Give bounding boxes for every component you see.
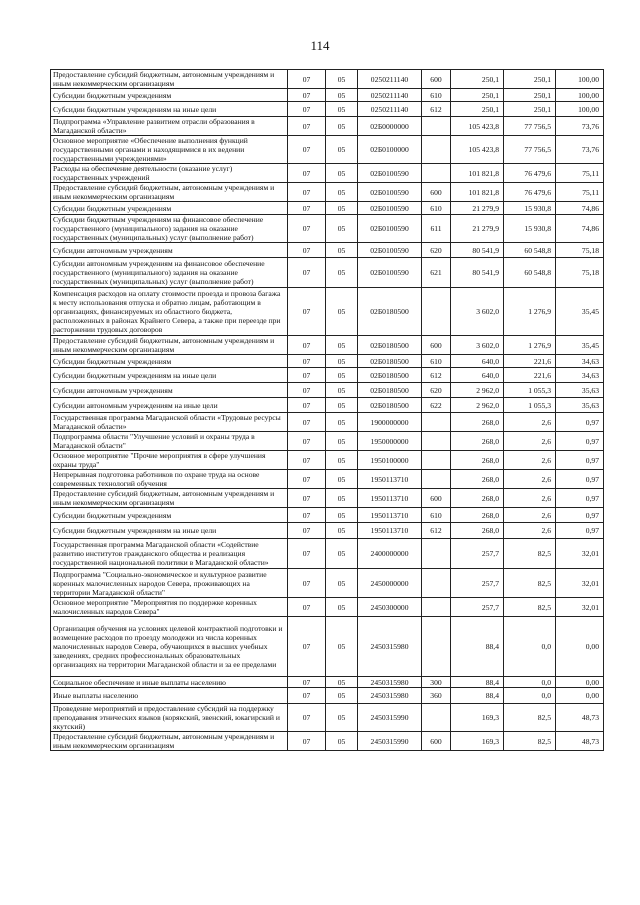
cell-name: Основное мероприятие «Обеспечение выполнения функций государственными органами и находящимися в их ведении государственными учреждениями» <box>51 136 288 164</box>
cell-expense-type: 611 <box>422 215 451 243</box>
cell-expense-type: 600 <box>422 70 451 89</box>
cell-target-article: 1950113710 <box>358 489 422 508</box>
cell-execution: 15 930,8 <box>504 202 556 215</box>
cell-name: Субсидии бюджетным учреждениям на иные цели <box>51 523 288 539</box>
cell-expense-type <box>422 617 451 677</box>
cell-execution: 221,6 <box>504 355 556 368</box>
cell-execution: 15 930,8 <box>504 215 556 243</box>
cell-expense-type: 621 <box>422 258 451 288</box>
cell-expense-type: 600 <box>422 732 451 751</box>
cell-plan: 105 423,8 <box>451 136 504 164</box>
cell-section: 07 <box>288 598 326 617</box>
cell-plan: 88,4 <box>451 688 504 704</box>
cell-plan: 169,3 <box>451 704 504 732</box>
cell-expense-type: 612 <box>422 523 451 539</box>
cell-expense-type <box>422 451 451 470</box>
cell-section: 07 <box>288 569 326 598</box>
cell-plan: 268,0 <box>451 508 504 523</box>
cell-subsection: 05 <box>326 136 358 164</box>
cell-expense-type: 610 <box>422 89 451 102</box>
cell-name: Субсидии бюджетным учреждениям на финансовое обеспечение государственного (муниципального) задания на оказание государственных (муниципальных) услуг (выполнение работ) <box>51 215 288 243</box>
cell-target-article: 02Б0180500 <box>358 398 422 413</box>
table-row <box>51 451 604 470</box>
cell-percent: 100,00 <box>556 89 604 102</box>
cell-target-article: 1950100000 <box>358 451 422 470</box>
cell-target-article: 02Б0100590 <box>358 215 422 243</box>
cell-subsection: 05 <box>326 164 358 183</box>
cell-expense-type <box>422 569 451 598</box>
cell-plan: 88,4 <box>451 617 504 677</box>
cell-subsection: 05 <box>326 470 358 489</box>
cell-expense-type: 360 <box>422 688 451 704</box>
cell-execution: 82,5 <box>504 732 556 751</box>
cell-expense-type: 600 <box>422 489 451 508</box>
cell-execution: 1 276,9 <box>504 336 556 355</box>
cell-subsection: 05 <box>326 183 358 202</box>
cell-subsection: 05 <box>326 413 358 432</box>
cell-subsection: 05 <box>326 569 358 598</box>
cell-name: Иные выплаты населению <box>51 688 288 704</box>
cell-name: Субсидии автономным учреждениям на финансовое обеспечение государственного (муниципального) задания на оказание государственных (муниципальных) услуг (выполнение работ) <box>51 258 288 288</box>
cell-percent: 73,76 <box>556 136 604 164</box>
cell-plan: 257,7 <box>451 569 504 598</box>
cell-subsection: 05 <box>326 617 358 677</box>
cell-plan: 105 423,8 <box>451 117 504 136</box>
table-row <box>51 523 604 539</box>
cell-percent: 34,63 <box>556 368 604 383</box>
cell-name: Субсидии бюджетным учреждениям на иные цели <box>51 102 288 117</box>
cell-execution: 2,6 <box>504 432 556 451</box>
cell-subsection: 05 <box>326 523 358 539</box>
cell-subsection: 05 <box>326 202 358 215</box>
cell-target-article: 02Б0180500 <box>358 288 422 336</box>
table-row <box>51 677 604 688</box>
cell-subsection: 05 <box>326 539 358 569</box>
cell-subsection: 05 <box>326 383 358 398</box>
cell-percent: 0,97 <box>556 523 604 539</box>
cell-percent: 48,73 <box>556 704 604 732</box>
cell-subsection: 05 <box>326 368 358 383</box>
cell-percent: 0,97 <box>556 508 604 523</box>
cell-expense-type: 600 <box>422 336 451 355</box>
cell-plan: 101 821,8 <box>451 164 504 183</box>
cell-target-article: 02Б0180500 <box>358 368 422 383</box>
cell-section: 07 <box>288 413 326 432</box>
cell-execution: 0,0 <box>504 617 556 677</box>
table-row <box>51 164 604 183</box>
cell-name: Предоставление субсидий бюджетным, автономным учреждениям и иным некоммерческим организациям <box>51 336 288 355</box>
cell-expense-type <box>422 288 451 336</box>
cell-percent: 100,00 <box>556 102 604 117</box>
cell-target-article: 02Б0100590 <box>358 183 422 202</box>
cell-percent: 35,63 <box>556 383 604 398</box>
cell-section: 07 <box>288 89 326 102</box>
cell-target-article: 2400000000 <box>358 539 422 569</box>
cell-section: 07 <box>288 243 326 258</box>
cell-expense-type <box>422 136 451 164</box>
cell-percent: 0,97 <box>556 432 604 451</box>
cell-target-article: 2450315980 <box>358 688 422 704</box>
cell-target-article: 02Б0100590 <box>358 164 422 183</box>
cell-execution: 2,6 <box>504 523 556 539</box>
cell-section: 07 <box>288 258 326 288</box>
cell-section: 07 <box>288 102 326 117</box>
cell-expense-type: 300 <box>422 677 451 688</box>
cell-plan: 250,1 <box>451 70 504 89</box>
cell-percent: 75,11 <box>556 164 604 183</box>
cell-section: 07 <box>288 470 326 489</box>
cell-name: Государственная программа Магаданской области «Содействие развитию институтов гражданского общества и реализация государственной национальной политики в Магаданской области» <box>51 539 288 569</box>
table-row <box>51 617 604 677</box>
cell-expense-type: 612 <box>422 368 451 383</box>
cell-subsection: 05 <box>326 355 358 368</box>
cell-execution: 82,5 <box>504 598 556 617</box>
cell-percent: 34,63 <box>556 355 604 368</box>
cell-plan: 640,0 <box>451 368 504 383</box>
cell-plan: 268,0 <box>451 432 504 451</box>
table-row <box>51 539 604 569</box>
cell-execution: 60 548,8 <box>504 258 556 288</box>
cell-subsection: 05 <box>326 432 358 451</box>
cell-target-article: 02Б0100590 <box>358 202 422 215</box>
cell-subsection: 05 <box>326 117 358 136</box>
cell-section: 07 <box>288 70 326 89</box>
table-row <box>51 432 604 451</box>
cell-name: Непрерывная подготовка работников по охране труда на основе современных технологий обучения <box>51 470 288 489</box>
cell-plan: 80 541,9 <box>451 258 504 288</box>
cell-plan: 268,0 <box>451 413 504 432</box>
cell-section: 07 <box>288 183 326 202</box>
cell-target-article: 02Б0100000 <box>358 136 422 164</box>
cell-execution: 1 055,3 <box>504 398 556 413</box>
cell-plan: 2 962,0 <box>451 398 504 413</box>
cell-plan: 3 602,0 <box>451 288 504 336</box>
table-row <box>51 102 604 117</box>
cell-execution: 250,1 <box>504 70 556 89</box>
cell-percent: 35,45 <box>556 336 604 355</box>
cell-execution: 2,6 <box>504 489 556 508</box>
cell-percent: 0,00 <box>556 617 604 677</box>
cell-target-article: 2450000000 <box>358 569 422 598</box>
cell-expense-type <box>422 117 451 136</box>
cell-percent: 0,97 <box>556 489 604 508</box>
cell-percent: 32,01 <box>556 598 604 617</box>
cell-section: 07 <box>288 508 326 523</box>
cell-execution: 0,0 <box>504 688 556 704</box>
cell-name: Предоставление субсидий бюджетным, автономным учреждениям и иным некоммерческим организациям <box>51 183 288 202</box>
cell-expense-type: 610 <box>422 508 451 523</box>
cell-target-article: 02Б0100590 <box>358 258 422 288</box>
cell-name: Основное мероприятие "Мероприятия по поддержке коренных малочисленных народов Севера" <box>51 598 288 617</box>
cell-subsection: 05 <box>326 704 358 732</box>
cell-plan: 88,4 <box>451 677 504 688</box>
cell-expense-type: 612 <box>422 102 451 117</box>
table-row <box>51 489 604 508</box>
cell-section: 07 <box>288 215 326 243</box>
cell-name: Субсидии автономным учреждениям <box>51 243 288 258</box>
cell-plan: 257,7 <box>451 539 504 569</box>
cell-name: Подпрограмма области "Улучшение условий и охраны труда в Магаданской области" <box>51 432 288 451</box>
table-row <box>51 258 604 288</box>
cell-target-article: 2450300000 <box>358 598 422 617</box>
cell-name: Предоставление субсидий бюджетным, автономным учреждениям и иным некоммерческим организациям <box>51 70 288 89</box>
cell-percent: 0,97 <box>556 451 604 470</box>
cell-target-article: 2450315980 <box>358 677 422 688</box>
cell-plan: 640,0 <box>451 355 504 368</box>
cell-execution: 2,6 <box>504 451 556 470</box>
cell-execution: 82,5 <box>504 569 556 598</box>
cell-percent: 74,86 <box>556 215 604 243</box>
cell-subsection: 05 <box>326 489 358 508</box>
cell-section: 07 <box>288 489 326 508</box>
table-row <box>51 413 604 432</box>
cell-execution: 2,6 <box>504 413 556 432</box>
cell-percent: 35,45 <box>556 288 604 336</box>
cell-subsection: 05 <box>326 451 358 470</box>
cell-subsection: 05 <box>326 508 358 523</box>
cell-name: Субсидии бюджетным учреждениям на иные цели <box>51 368 288 383</box>
cell-execution: 77 756,5 <box>504 117 556 136</box>
table-row <box>51 508 604 523</box>
cell-target-article: 02Б0180500 <box>358 383 422 398</box>
table-row <box>51 243 604 258</box>
cell-name: Субсидии бюджетным учреждениям <box>51 508 288 523</box>
cell-name: Организация обучения на условиях целевой контрактной подготовки и возмещение расходов по проезду молодежи из числа коренных малочисленных народов Севера, обучающихся в высших учебных заведениях, средних профессиональных образовательных организациях на территории Магаданской области и за ее пределами <box>51 617 288 677</box>
table-row <box>51 202 604 215</box>
cell-section: 07 <box>288 336 326 355</box>
cell-percent: 73,76 <box>556 117 604 136</box>
cell-plan: 21 279,9 <box>451 202 504 215</box>
cell-name: Проведение мероприятий и предоставление субсидий на поддержку преподавания этнических языков (корякский, эвенский, юкагирский и якутский) <box>51 704 288 732</box>
table-row <box>51 183 604 202</box>
cell-section: 07 <box>288 688 326 704</box>
cell-execution: 82,5 <box>504 704 556 732</box>
cell-expense-type: 620 <box>422 383 451 398</box>
cell-expense-type: 620 <box>422 243 451 258</box>
cell-subsection: 05 <box>326 70 358 89</box>
cell-name: Государственная программа Магаданской области «Трудовые ресурсы Магаданской области» <box>51 413 288 432</box>
table-row <box>51 288 604 336</box>
cell-name: Социальное обеспечение и иные выплаты населению <box>51 677 288 688</box>
table-row <box>51 215 604 243</box>
cell-subsection: 05 <box>326 398 358 413</box>
cell-name: Субсидии бюджетным учреждениям <box>51 355 288 368</box>
cell-section: 07 <box>288 523 326 539</box>
cell-section: 07 <box>288 383 326 398</box>
cell-section: 07 <box>288 398 326 413</box>
cell-execution: 77 756,5 <box>504 136 556 164</box>
cell-target-article: 2450315980 <box>358 617 422 677</box>
cell-target-article: 2450315990 <box>358 732 422 751</box>
cell-section: 07 <box>288 368 326 383</box>
cell-execution: 1 276,9 <box>504 288 556 336</box>
cell-section: 07 <box>288 677 326 688</box>
cell-percent: 35,63 <box>556 398 604 413</box>
cell-subsection: 05 <box>326 89 358 102</box>
table-row <box>51 89 604 102</box>
cell-plan: 80 541,9 <box>451 243 504 258</box>
cell-execution: 1 055,3 <box>504 383 556 398</box>
cell-name: Субсидии бюджетным учреждениям <box>51 89 288 102</box>
cell-subsection: 05 <box>326 598 358 617</box>
cell-percent: 32,01 <box>556 569 604 598</box>
cell-section: 07 <box>288 355 326 368</box>
cell-target-article: 1950113710 <box>358 470 422 489</box>
cell-expense-type <box>422 470 451 489</box>
cell-percent: 0,00 <box>556 688 604 704</box>
table-row <box>51 732 604 751</box>
cell-plan: 268,0 <box>451 489 504 508</box>
cell-target-article: 1950113710 <box>358 523 422 539</box>
cell-name: Подпрограмма «Управление развитием отрасли образования в Магаданской области» <box>51 117 288 136</box>
cell-expense-type <box>422 164 451 183</box>
cell-subsection: 05 <box>326 215 358 243</box>
cell-section: 07 <box>288 704 326 732</box>
cell-target-article: 0250211140 <box>358 70 422 89</box>
cell-expense-type: 610 <box>422 355 451 368</box>
cell-subsection: 05 <box>326 258 358 288</box>
cell-expense-type <box>422 432 451 451</box>
table-row <box>51 355 604 368</box>
cell-plan: 2 962,0 <box>451 383 504 398</box>
cell-percent: 100,00 <box>556 70 604 89</box>
cell-plan: 268,0 <box>451 470 504 489</box>
cell-name: Предоставление субсидий бюджетным, автономным учреждениям и иным некоммерческим организациям <box>51 732 288 751</box>
cell-subsection: 05 <box>326 688 358 704</box>
cell-section: 07 <box>288 136 326 164</box>
cell-execution: 250,1 <box>504 102 556 117</box>
cell-section: 07 <box>288 617 326 677</box>
cell-name: Подпрограмма "Социально-экономическое и культурное развитие коренных малочисленных народов Севера, проживающих на территории Магаданской области" <box>51 569 288 598</box>
cell-subsection: 05 <box>326 102 358 117</box>
cell-subsection: 05 <box>326 732 358 751</box>
cell-expense-type <box>422 539 451 569</box>
cell-percent: 75,18 <box>556 258 604 288</box>
cell-target-article: 02Б0180500 <box>358 355 422 368</box>
cell-plan: 3 602,0 <box>451 336 504 355</box>
cell-plan: 268,0 <box>451 523 504 539</box>
page-number: 114 <box>310 38 330 53</box>
table-row <box>51 569 604 598</box>
table-row <box>51 688 604 704</box>
cell-section: 07 <box>288 288 326 336</box>
cell-execution: 2,6 <box>504 470 556 489</box>
cell-target-article: 0250211140 <box>358 102 422 117</box>
cell-section: 07 <box>288 164 326 183</box>
table-row <box>51 470 604 489</box>
cell-plan: 169,3 <box>451 732 504 751</box>
cell-target-article: 1950000000 <box>358 432 422 451</box>
table-row <box>51 117 604 136</box>
budget-table <box>50 69 604 751</box>
cell-target-article: 1950113710 <box>358 508 422 523</box>
cell-percent: 75,11 <box>556 183 604 202</box>
cell-execution: 221,6 <box>504 368 556 383</box>
cell-expense-type <box>422 704 451 732</box>
cell-plan: 21 279,9 <box>451 215 504 243</box>
cell-section: 07 <box>288 432 326 451</box>
cell-plan: 101 821,8 <box>451 183 504 202</box>
cell-subsection: 05 <box>326 288 358 336</box>
cell-plan: 268,0 <box>451 451 504 470</box>
cell-percent: 0,97 <box>556 413 604 432</box>
cell-plan: 257,7 <box>451 598 504 617</box>
cell-section: 07 <box>288 451 326 470</box>
cell-target-article: 02Б0180500 <box>358 336 422 355</box>
cell-expense-type: 610 <box>422 202 451 215</box>
cell-section: 07 <box>288 732 326 751</box>
cell-name: Субсидии автономным учреждениям на иные цели <box>51 398 288 413</box>
cell-expense-type: 600 <box>422 183 451 202</box>
cell-percent: 32,01 <box>556 539 604 569</box>
cell-percent: 74,86 <box>556 202 604 215</box>
cell-subsection: 05 <box>326 243 358 258</box>
cell-target-article: 2450315990 <box>358 704 422 732</box>
cell-name: Субсидии автономным учреждениям <box>51 383 288 398</box>
cell-name: Расходы на обеспечение деятельности (оказание услуг) государственных учреждений <box>51 164 288 183</box>
cell-plan: 250,1 <box>451 102 504 117</box>
table-row <box>51 136 604 164</box>
cell-target-article: 02Б0000000 <box>358 117 422 136</box>
cell-execution: 60 548,8 <box>504 243 556 258</box>
cell-execution: 250,1 <box>504 89 556 102</box>
cell-section: 07 <box>288 117 326 136</box>
table-row <box>51 704 604 732</box>
table-row <box>51 368 604 383</box>
table-row <box>51 398 604 413</box>
cell-execution: 76 479,6 <box>504 164 556 183</box>
cell-name: Предоставление субсидий бюджетным, автономным учреждениям и иным некоммерческим организациям <box>51 489 288 508</box>
table-row <box>51 598 604 617</box>
cell-expense-type <box>422 598 451 617</box>
budget-table-body <box>51 70 604 751</box>
cell-expense-type <box>422 413 451 432</box>
cell-expense-type: 622 <box>422 398 451 413</box>
cell-name: Субсидии бюджетным учреждениям <box>51 202 288 215</box>
cell-target-article: 02Б0100590 <box>358 243 422 258</box>
cell-section: 07 <box>288 539 326 569</box>
cell-name: Основное мероприятие "Прочие мероприятия в сфере улучшения охраны труда" <box>51 451 288 470</box>
cell-subsection: 05 <box>326 677 358 688</box>
cell-percent: 0,00 <box>556 677 604 688</box>
cell-percent: 48,73 <box>556 732 604 751</box>
table-row <box>51 383 604 398</box>
cell-name: Компенсация расходов на оплату стоимости проезда и провоза багажа к месту использования отпуска и обратно лицам, работающим в организациях, финансируемых из областного бюджета, расположенных в районах Крайнего Севера, а также при переезде при расторжении трудовых договоров <box>51 288 288 336</box>
cell-execution: 82,5 <box>504 539 556 569</box>
cell-execution: 76 479,6 <box>504 183 556 202</box>
cell-execution: 0,0 <box>504 677 556 688</box>
cell-percent: 75,18 <box>556 243 604 258</box>
table-row <box>51 70 604 89</box>
cell-target-article: 0250211140 <box>358 89 422 102</box>
cell-plan: 250,1 <box>451 89 504 102</box>
cell-subsection: 05 <box>326 336 358 355</box>
cell-execution: 2,6 <box>504 508 556 523</box>
cell-target-article: 1900000000 <box>358 413 422 432</box>
cell-section: 07 <box>288 202 326 215</box>
table-row <box>51 336 604 355</box>
cell-percent: 0,97 <box>556 470 604 489</box>
